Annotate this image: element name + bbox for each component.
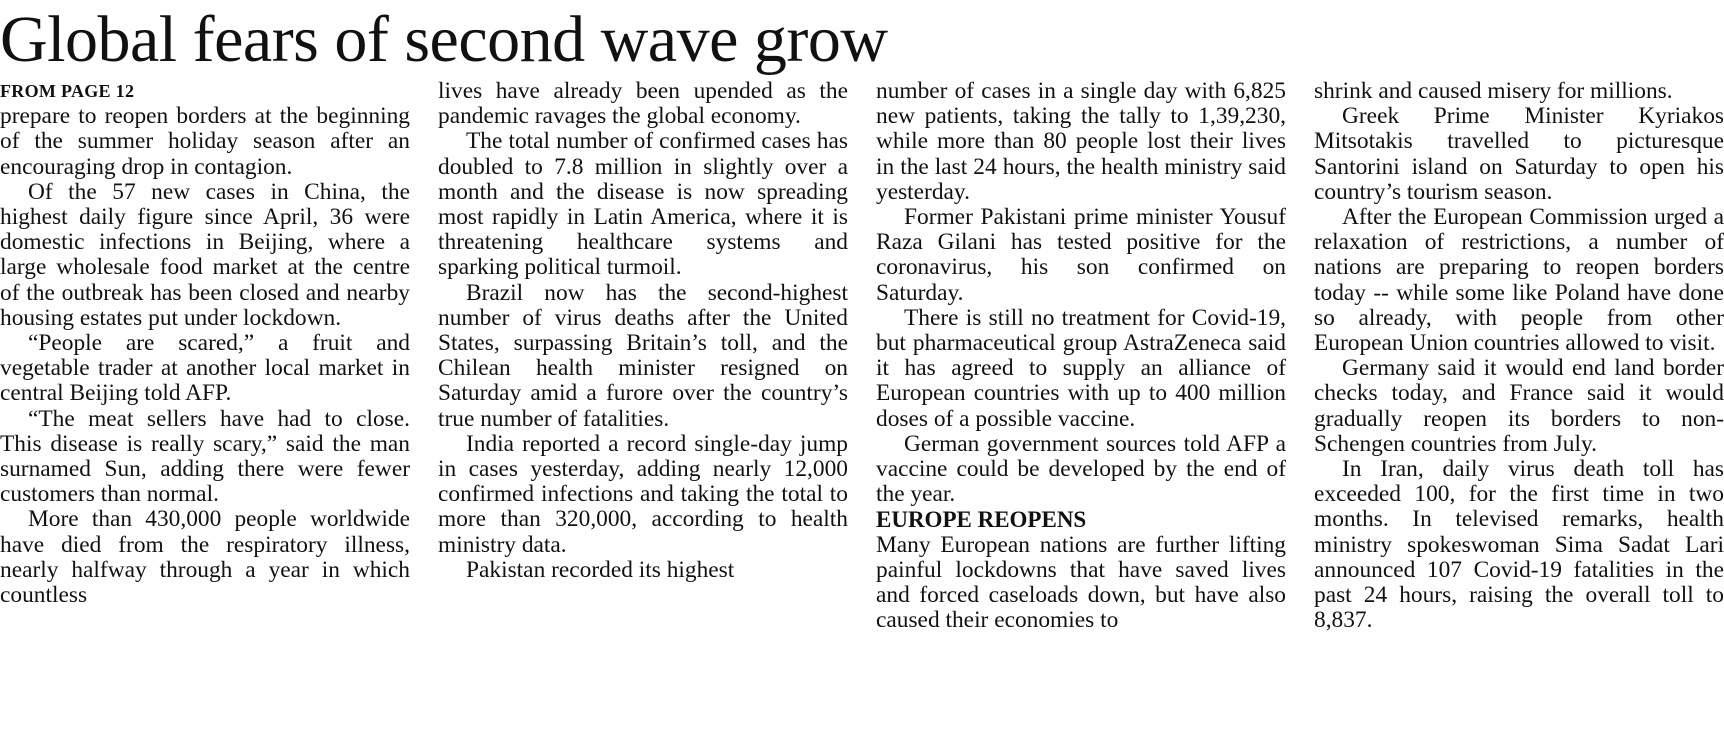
paragraph: Pakistan recorded its highest — [466, 556, 735, 583]
paragraph: “The meat sellers have had to close. This disease is really scary,” said the man surnamed Sun, adding there were fewer customers than normal. — [0, 405, 410, 508]
column-2 — [438, 79, 848, 583]
paragraph: In Iran, daily virus death toll has exceeded 100, for the first time in two months. In televised remarks, health ministry spokeswoman Sima Sadat Lari announced 107 Covid-19 fatalities in the past 24 hours, raising the overall toll to 8,837. — [1314, 456, 1724, 634]
paragraph: Germany said it would end land border checks today, and France said it would gradually reopen its borders to non-Schengen countries from July. — [1314, 355, 1724, 457]
paragraph: India reported a record single-day jump in cases yesterday, adding nearly 12,000 confirmed infections and taking the total to more than 320,000, according to health ministry data. — [438, 430, 848, 558]
paragraph: Greek Prime Minister Kyriakos Mitsotakis travelled to picturesque Santorini island on Saturday to open his country’s tourism season. — [1314, 103, 1724, 205]
column-1 — [0, 79, 410, 608]
column-4 — [1314, 79, 1724, 633]
paragraph: The total number of confirmed cases has doubled to 7.8 million in slightly over a month and the disease is now spreading most rapidly in Latin America, where it is threatening healthcare systems and sparking political turmoil. — [438, 128, 848, 281]
paragraph: “People are scared,” a fruit and vegetable trader at another local market in central Beijing told AFP. — [0, 330, 410, 407]
jump-kicker: FROM PAGE 12 — [0, 81, 135, 101]
paragraph: prepare to reopen borders at the beginning of the summer holiday season after an encouraging drop in contagion. — [0, 103, 410, 180]
paragraph: German government sources told AFP a vaccine could be developed by the end of the year. — [876, 430, 1286, 508]
paragraph: There is still no treatment for Covid-19, but pharmaceutical group AstraZeneca said it has agreed to supply an alliance of European countries with up to 400 million doses of a possible vaccine. — [876, 304, 1286, 432]
paragraph: More than 430,000 people worldwide have died from the respiratory illness, nearly halfway through a year in which countless — [0, 506, 410, 609]
column-3 — [876, 79, 1286, 633]
paragraph: After the European Commission urged a relaxation of restrictions, a number of nations are preparing to reopen borders today -- while some like Poland have done so already, with people from other European Union countries allowed to visit. — [1314, 204, 1724, 357]
paragraph: lives have already been upended as the pandemic ravages the global economy. — [438, 78, 848, 130]
paragraph: Of the 57 new cases in China, the highest daily figure since April, 36 were domestic infections in Beijing, where a large wholesale food market at the centre of the outbreak has been closed and nearby housing estates put under lockdown. — [0, 178, 410, 331]
section-subhead: EUROPE REOPENS — [876, 507, 1087, 533]
paragraph: Brazil now has the second-highest number of virus deaths after the United States, surpassing Britain’s toll, and the Chilean health minister resigned on Saturday amid a furore over the country’s true number of fatalities. — [438, 279, 848, 432]
paragraph: Many European nations are further lifting painful lockdowns that have saved lives and forced caseloads down, but have also caused their economies to — [876, 531, 1286, 634]
paragraph: number of cases in a single day with 6,825 new patients, taking the tally to 1,39,230, while more than 80 people lost their lives in the last 24 hours, the health ministry said yesterday. — [876, 78, 1286, 205]
paragraph: Former Pakistani prime minister Yousuf Raza Gilani has tested positive for the coronavirus, his son confirmed on Saturday. — [876, 204, 1286, 306]
headline: Global fears of second wave grow — [0, 3, 888, 76]
paragraph: shrink and caused misery for millions. — [1314, 78, 1673, 104]
